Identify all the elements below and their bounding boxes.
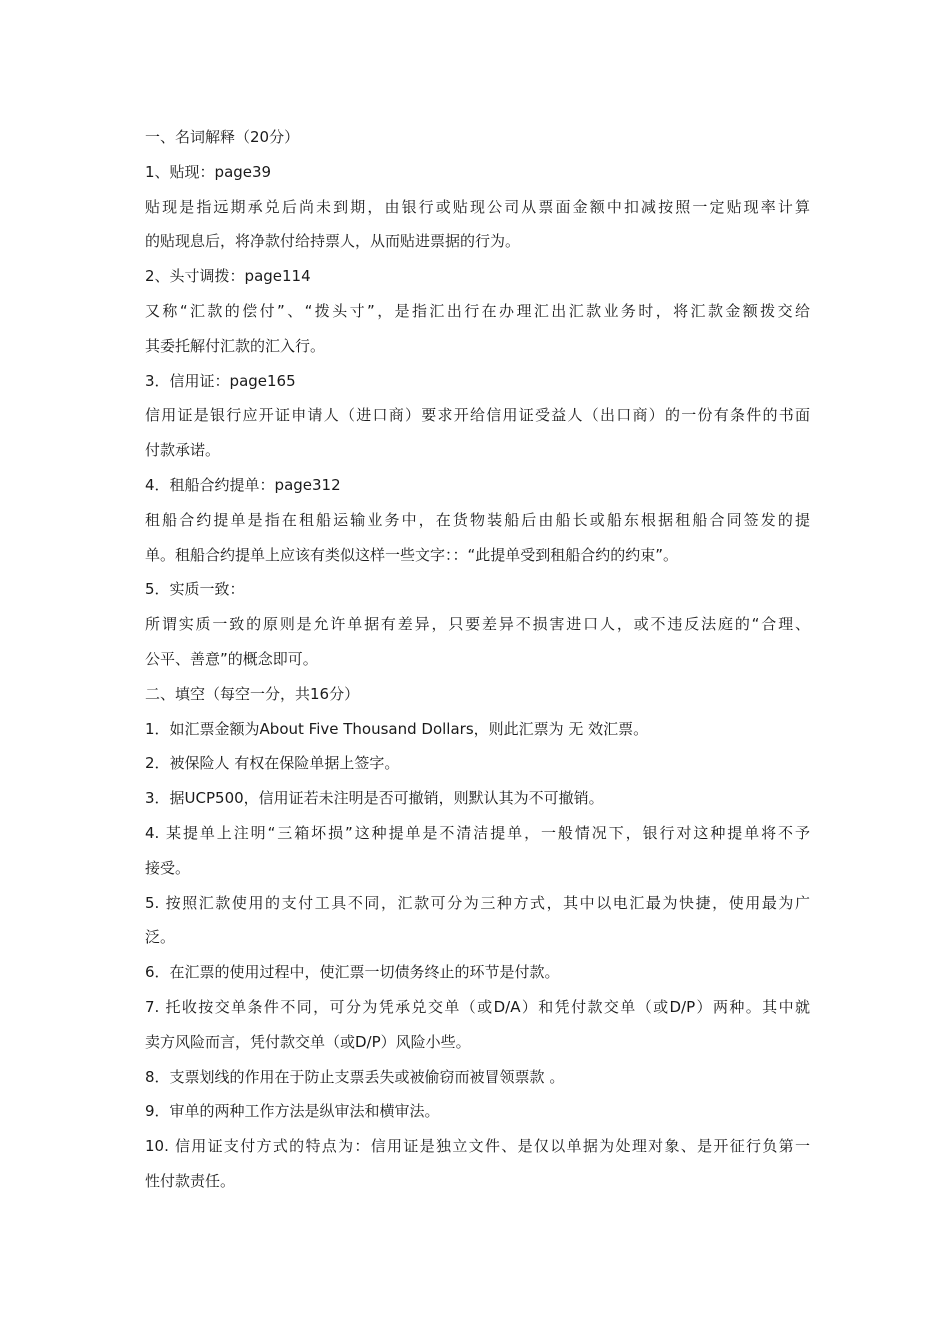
- question-line: 接受。: [145, 858, 191, 877]
- document-body: [145, 120, 810, 1199]
- paragraph-line: 信用证是银行应开证申请人（进口商）要求开给信用证受益人（出口商）的一份有条件的书面: [145, 406, 810, 425]
- paragraph-line: 租船合约提单是指在租船运输业务中，在货物装船后由船长或船东根据租船合同签发的提: [145, 510, 810, 529]
- question-line: 3．据UCP500，信用证若未注明是否可撤销，则默认其为不可撤销。: [145, 789, 604, 808]
- question-line: 2．被保险人 有权在保险单据上签字。: [145, 754, 400, 773]
- paragraph-line: 所谓实质一致的原则是允许单据有差异，只要差异不损害进口人，或不违反法庭的“合理、: [145, 615, 810, 634]
- paragraph-line: 其委托解付汇款的汇入行。: [145, 336, 326, 355]
- term-heading: 2、头寸调拨：page114: [145, 267, 311, 286]
- term-heading: 3．信用证：page165: [145, 371, 296, 390]
- question-line: 6．在汇票的使用过程中，使汇票一切债务终止的环节是付款。: [145, 963, 560, 982]
- term-heading: 4．租船合约提单：page312: [145, 475, 341, 494]
- paragraph-line: 付款承诺。: [145, 441, 221, 460]
- question-line: 泛。: [145, 928, 176, 947]
- paragraph-line: 又称“汇款的偿付”、“拨头寸”，是指汇出行在办理汇出汇款业务时，将汇款金额拨交给: [145, 301, 810, 320]
- question-line: 9．审单的两种工作方法是纵审法和横审法。: [145, 1102, 440, 1121]
- term-heading: 1、贴现：page39: [145, 162, 272, 181]
- question-line: 1．如汇票金额为About Five Thousand Dollars，则此汇票为 无 效汇票。: [145, 719, 649, 738]
- question-line: 4. 某提单上注明“三箱坏损”这种提单是不清洁提单，一般情况下，银行对这种提单将不予: [145, 823, 810, 842]
- paragraph-line: 贴现是指远期承兑后尚未到期，由银行或贴现公司从票面金额中扣减按照一定贴现率计算: [145, 197, 810, 216]
- question-line: 5. 按照汇款使用的支付工具不同，汇款可分为三种方式，其中以电汇最为快捷，使用最为广: [145, 893, 810, 912]
- question-line: 7. 托收按交单条件不同，可分为凭承兑交单（或D/A）和凭付款交单（或D/P）两种。其中就: [145, 997, 810, 1016]
- question-line: 8．支票划线的作用在于防止支票丢失或被偷窃而被冒领票款 。: [145, 1067, 565, 1086]
- section-heading: 二、填空（每空一分，共16分）: [145, 684, 360, 703]
- section-heading: 一、名词解释（20分）: [145, 128, 300, 146]
- question-line: 性付款责任。: [145, 1171, 236, 1190]
- paragraph-line: 的贴现息后，将净款付给持票人，从而贴进票据的行为。: [145, 232, 521, 251]
- question-line: 卖方风险而言，凭付款交单（或D/P）风险小些。: [145, 1032, 471, 1051]
- term-heading: 5．实质一致：: [145, 580, 245, 599]
- question-line: 10. 信用证支付方式的特点为：信用证是独立文件、是仅以单据为处理对象、是开征行负第一: [145, 1137, 810, 1156]
- paragraph-line: 单。租船合约提单上应该有类似这样一些文字：：“此提单受到租船合约的约束”。: [145, 545, 679, 564]
- paragraph-line: 公平、善意”的概念即可。: [145, 649, 318, 668]
